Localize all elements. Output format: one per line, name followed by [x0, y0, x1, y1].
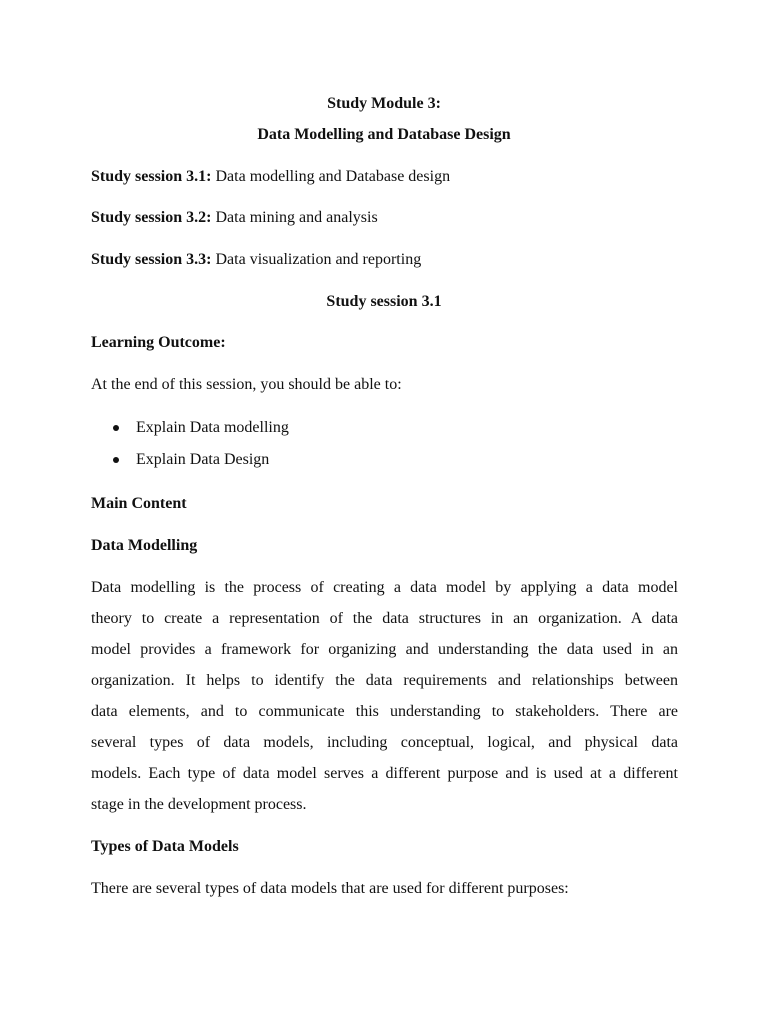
paragraph-line: organization. It helps to identify the data requirements and relationships between: [91, 672, 678, 689]
bullet-item-1: Explain Data modelling: [136, 419, 289, 436]
session-heading: Study session 3.1: [326, 293, 442, 310]
main-content-heading: Main Content: [91, 495, 187, 512]
data-modelling-paragraph: [91, 572, 678, 820]
session-item-3-2: Study session 3.2: Data mining and analysis: [91, 209, 378, 226]
paragraph-line: stage in the development process.: [91, 796, 307, 813]
learning-outcome-heading: Learning Outcome:: [91, 334, 226, 351]
paragraph-line: model provides a framework for organizing and understanding the data used in an: [91, 641, 678, 658]
data-modelling-heading: Data Modelling: [91, 537, 198, 554]
paragraph-line: theory to create a representation of the data structures in an organization. A data: [91, 610, 678, 627]
session-item-3-3: Study session 3.3: Data visualization and reporting: [91, 251, 422, 268]
paragraph-line: Data modelling is the process of creating a data model by applying a data model: [91, 579, 678, 596]
types-heading: Types of Data Models: [91, 838, 239, 855]
paragraph-line: data elements, and to communicate this understanding to stakeholders. There are: [91, 703, 678, 720]
paragraph-line: models. Each type of data model serves a different purpose and is used at a different: [91, 765, 678, 782]
bullet-item-2: Explain Data Design: [136, 451, 270, 468]
session-item-3-1: Study session 3.1: Data modelling and Database design: [91, 168, 451, 185]
module-title: Study Module 3:: [327, 95, 441, 112]
module-subtitle: Data Modelling and Database Design: [257, 126, 511, 143]
learning-outcome-intro: At the end of this session, you should be able to:: [91, 376, 402, 393]
paragraph-line: several types of data models, including conceptual, logical, and physical data: [91, 734, 678, 751]
types-intro: There are several types of data models that are used for different purposes:: [91, 880, 569, 897]
bullet-icon: [113, 425, 119, 431]
bullet-icon: [113, 457, 119, 463]
